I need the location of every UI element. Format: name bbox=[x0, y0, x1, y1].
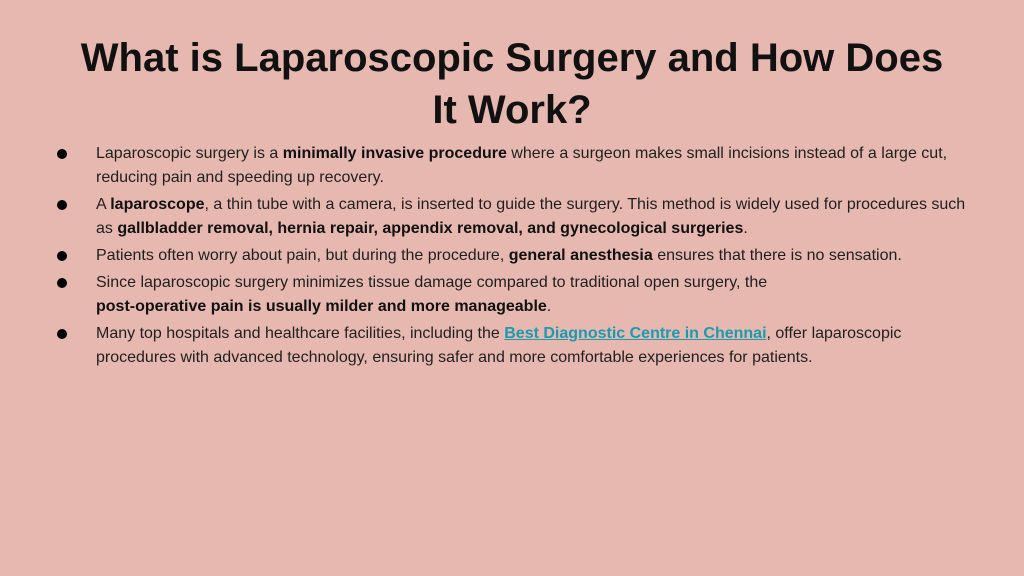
bullet-text: , offer laparoscopic procedures with advanced technology, ensuring safer and more comfortable experiences for patients. bbox=[96, 325, 902, 366]
bullet-text: Laparoscopic surgery is a bbox=[96, 145, 283, 162]
bullet-text: . bbox=[743, 220, 748, 237]
bullet-text: , a thin tube with a camera, is inserted to guide the surgery. This method is widely used for procedures such as bbox=[96, 196, 966, 237]
bullet-dot-icon bbox=[57, 278, 67, 288]
bullet-dot-icon bbox=[57, 329, 67, 339]
bullet-item-5 bbox=[0, 322, 1024, 370]
bullet-item-4 bbox=[0, 271, 1024, 319]
bullet-text: A bbox=[96, 196, 111, 213]
bullet-text: . bbox=[546, 298, 552, 315]
title-line-2: It Work? bbox=[432, 88, 592, 132]
bullet-bold-text: general anesthesia bbox=[508, 247, 653, 264]
best-diagnostic-centre-link[interactable]: Best Diagnostic Centre in Chennai bbox=[504, 325, 767, 342]
bullet-dot-icon bbox=[57, 200, 67, 210]
bullet-dot-icon bbox=[57, 149, 67, 159]
bullet-bold-text: post-operative pain is usually milder and more manageable bbox=[96, 298, 547, 315]
title-line-1: What is Laparoscopic Surgery and How Does bbox=[80, 36, 944, 80]
bullet-item-2 bbox=[0, 193, 1024, 241]
bullet-bold-text: laparoscope bbox=[110, 196, 205, 213]
page-title bbox=[30, 32, 994, 136]
bullet-bold-text: minimally invasive procedure bbox=[282, 145, 507, 162]
bullet-text: ensures that there is no sensation. bbox=[652, 247, 902, 264]
bullet-dot-icon bbox=[57, 251, 67, 261]
bullet-list bbox=[0, 142, 1024, 373]
bullet-item-1 bbox=[0, 142, 1024, 190]
bullet-text: Many top hospitals and healthcare facilities, including the bbox=[96, 325, 505, 342]
bullet-text: Patients often worry about pain, but during the procedure, bbox=[96, 247, 509, 264]
bullet-item-3 bbox=[0, 244, 1024, 268]
bullet-text: where a surgeon makes small incisions instead of a large cut, reducing pain and speeding up recovery. bbox=[96, 145, 948, 186]
bullet-bold-text: gallbladder removal, hernia repair, appendix removal, and gynecological surgeries bbox=[117, 220, 744, 237]
bullet-text: Since laparoscopic surgery minimizes tissue damage compared to traditional open surgery, the bbox=[96, 274, 768, 291]
